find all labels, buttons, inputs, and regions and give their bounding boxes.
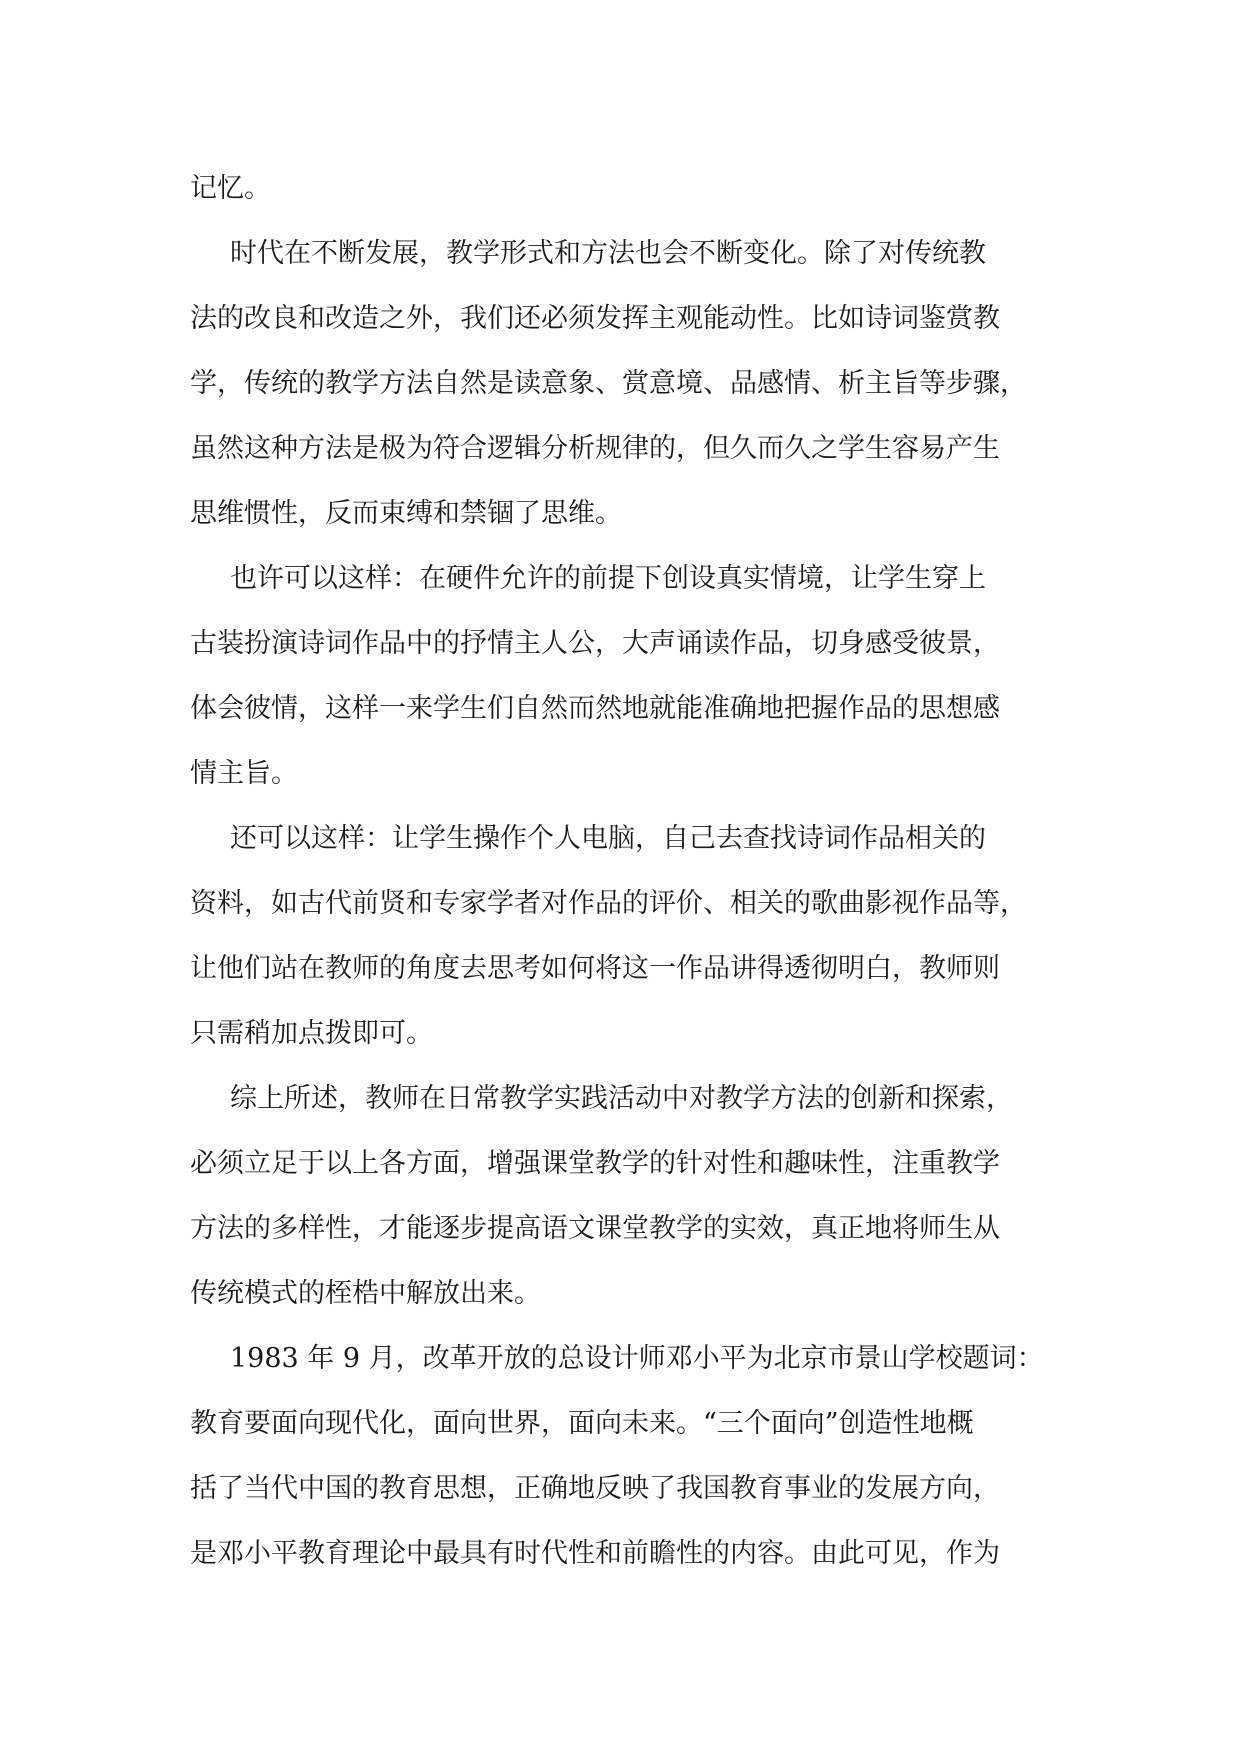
text-line: 学，传统的教学方法自然是读意象、赏意境、品感情、析主旨等步骤， — [190, 368, 1027, 399]
paragraph-first-line: 综上所述，教师在日常教学实践活动中对教学方法的创新和探索， — [230, 1083, 1013, 1114]
paragraph-first-line: 还可以这样：让学生操作个人电脑，自己去查找诗词作品相关的 — [230, 823, 986, 854]
text-line: 括了当代中国的教育思想，正确地反映了我国教育事业的发展方向， — [190, 1473, 1000, 1504]
text-line: 让他们站在教师的角度去思考如何将这一作品讲得透彻明白，教师则 — [190, 953, 1000, 984]
text-line: 记忆。 — [190, 173, 271, 204]
text-line: 体会彼情，这样一来学生们自然而然地就能准确地把握作品的思想感 — [190, 693, 1000, 724]
text-line: 情主旨。 — [190, 758, 298, 789]
text-line: 必须立足于以上各方面，增强课堂教学的针对性和趣味性，注重教学 — [190, 1148, 1000, 1179]
text-line: 是邓小平教育理论中最具有时代性和前瞻性的内容。由此可见，作为 — [190, 1538, 1000, 1569]
paragraph-first-line: 1983 年 9 月，改革开放的总设计师邓小平为北京市景山学校题词： — [230, 1343, 1044, 1374]
text-line: 传统模式的桎梏中解放出来。 — [190, 1278, 541, 1309]
text-line: 教育要面向现代化，面向世界，面向未来。“三个面向”创造性地概 — [190, 1408, 974, 1439]
text-line: 虽然这种方法是极为符合逻辑分析规律的，但久而久之学生容易产生 — [190, 433, 1000, 464]
paragraph-first-line: 时代在不断发展，教学形式和方法也会不断变化。除了对传统教 — [230, 238, 986, 269]
text-line: 资料，如古代前贤和专家学者对作品的评价、相关的歌曲影视作品等， — [190, 888, 1027, 919]
text-line: 只需稍加点拨即可。 — [190, 1018, 433, 1049]
document-body — [190, 156, 1050, 1586]
text-line: 思维惯性，反而束缚和禁锢了思维。 — [190, 498, 622, 529]
text-line: 古装扮演诗词作品中的抒情主人公，大声诵读作品，切身感受彼景， — [190, 628, 1000, 659]
paragraph-first-line: 也许可以这样：在硬件允许的前提下创设真实情境，让学生穿上 — [230, 563, 986, 594]
text-line: 法的改良和改造之外，我们还必须发挥主观能动性。比如诗词鉴赏教 — [190, 303, 1000, 334]
text-line: 方法的多样性，才能逐步提高语文课堂教学的实效，真正地将师生从 — [190, 1213, 1000, 1244]
